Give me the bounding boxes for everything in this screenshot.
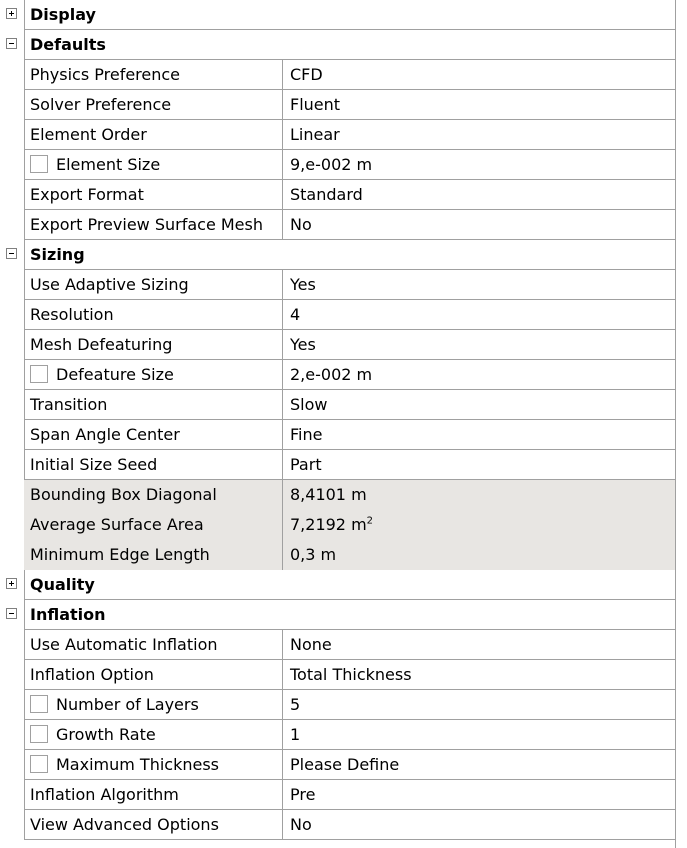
parameter-checkbox[interactable] [30, 755, 48, 773]
property-row-maximum-thickness[interactable] [0, 750, 675, 780]
group-header-display[interactable] [0, 0, 675, 30]
property-name: Export Format [24, 180, 283, 210]
property-row-solver-preference[interactable] [0, 90, 675, 120]
property-row-view-advanced-options[interactable] [0, 810, 675, 840]
property-row-element-size[interactable] [0, 150, 675, 180]
property-row-inflation-option[interactable] [0, 660, 675, 690]
collapse-icon[interactable] [6, 38, 17, 49]
property-name: Defeature Size [56, 365, 174, 384]
collapse-icon[interactable] [6, 608, 17, 619]
parameter-checkbox[interactable] [30, 365, 48, 383]
property-row-average-surface-area [0, 510, 675, 540]
property-value[interactable]: 5 [290, 695, 301, 714]
expand-icon[interactable] [6, 8, 17, 19]
parameter-checkbox[interactable] [30, 725, 48, 743]
property-value[interactable]: 4 [290, 305, 301, 324]
property-row-use-automatic-inflation[interactable] [0, 630, 675, 660]
property-value[interactable]: Part [290, 455, 322, 474]
property-value[interactable]: 2,e-002 m [290, 365, 373, 384]
group-header-quality[interactable] [0, 570, 675, 600]
property-name: Span Angle Center [24, 420, 283, 450]
property-value[interactable]: Fine [290, 425, 323, 444]
property-row-transition[interactable] [0, 390, 675, 420]
property-value[interactable]: Linear [290, 125, 340, 144]
property-value[interactable]: Yes [290, 275, 316, 294]
property-row-mesh-defeaturing[interactable] [0, 330, 675, 360]
property-name: Element Order [24, 120, 283, 150]
property-row-minimum-edge-length [0, 540, 675, 570]
property-name: Mesh Defeaturing [24, 330, 283, 360]
property-value[interactable]: Slow [290, 395, 328, 414]
group-label: Display [30, 5, 96, 24]
group-label: Sizing [30, 245, 85, 264]
parameter-checkbox[interactable] [30, 155, 48, 173]
property-row-bounding-box-diagonal [0, 480, 675, 510]
property-name: Minimum Edge Length [24, 540, 283, 570]
property-value[interactable]: Pre [290, 785, 316, 804]
property-row-export-preview-surface-mesh[interactable] [0, 210, 675, 240]
parameter-checkbox[interactable] [30, 695, 48, 713]
property-name: Solver Preference [24, 90, 283, 120]
property-row-physics-preference[interactable] [0, 60, 675, 90]
property-value[interactable]: 9,e-002 m [290, 155, 373, 174]
group-label: Quality [30, 575, 95, 594]
property-name: Growth Rate [56, 725, 156, 744]
group-header-defaults[interactable] [0, 30, 675, 60]
group-label: Inflation [30, 605, 106, 624]
group-label: Defaults [30, 35, 106, 54]
property-name: Export Preview Surface Mesh [24, 210, 283, 240]
property-name: Use Adaptive Sizing [24, 270, 283, 300]
property-name: View Advanced Options [24, 810, 283, 840]
property-row-initial-size-seed[interactable] [0, 450, 675, 480]
property-value[interactable]: None [290, 635, 332, 654]
unit-superscript: 2 [366, 515, 374, 527]
property-name: Element Size [56, 155, 161, 174]
property-name: Average Surface Area [24, 510, 283, 540]
property-value[interactable]: 1 [290, 725, 301, 744]
property-name: Bounding Box Diagonal [24, 480, 283, 510]
property-name: Use Automatic Inflation [24, 630, 283, 660]
property-name: Inflation Option [24, 660, 283, 690]
property-name: Initial Size Seed [24, 450, 283, 480]
group-header-inflation[interactable] [0, 600, 675, 630]
collapse-icon[interactable] [6, 248, 17, 259]
expand-icon[interactable] [6, 578, 17, 589]
property-value[interactable]: No [290, 215, 312, 234]
property-value: 0,3 m [283, 540, 675, 570]
property-row-use-adaptive-sizing[interactable] [0, 270, 675, 300]
property-name: Maximum Thickness [56, 755, 219, 774]
property-value: 8,4101 m [283, 480, 675, 510]
property-name: Physics Preference [24, 60, 283, 90]
property-value[interactable]: CFD [290, 65, 323, 84]
property-row-growth-rate[interactable] [0, 720, 675, 750]
property-name: Resolution [24, 300, 283, 330]
property-value[interactable]: Fluent [290, 95, 341, 114]
property-name: Inflation Algorithm [24, 780, 283, 810]
property-value[interactable]: Please Define [290, 755, 400, 774]
property-row-span-angle-center[interactable] [0, 420, 675, 450]
property-value[interactable]: Standard [290, 185, 363, 204]
property-row-element-order[interactable] [0, 120, 675, 150]
property-value[interactable]: Yes [290, 335, 316, 354]
property-value[interactable]: No [290, 815, 312, 834]
property-row-inflation-algorithm[interactable] [0, 780, 675, 810]
property-name: Number of Layers [56, 695, 199, 714]
group-header-sizing[interactable] [0, 240, 675, 270]
property-row-resolution[interactable] [0, 300, 675, 330]
property-name: Transition [24, 390, 283, 420]
property-row-number-of-layers[interactable] [0, 690, 675, 720]
property-value[interactable]: Total Thickness [290, 665, 412, 684]
property-row-export-format[interactable] [0, 180, 675, 210]
property-value: 7,2192 $m^2$ [283, 510, 675, 540]
property-row-defeature-size[interactable] [0, 360, 675, 390]
